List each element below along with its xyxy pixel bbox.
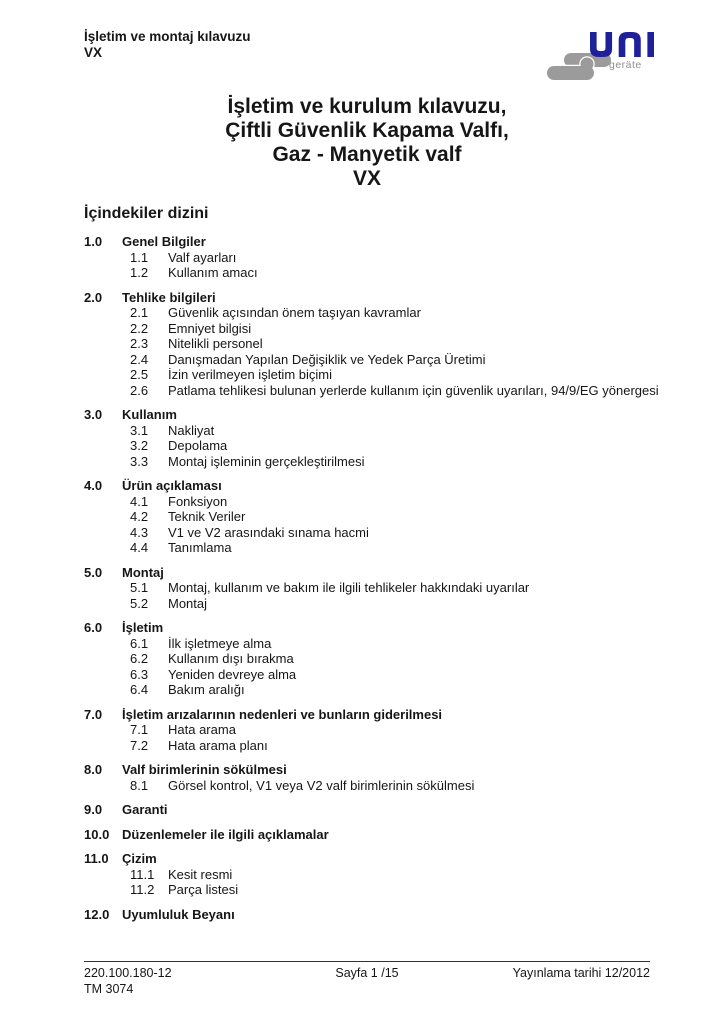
toc-section	[84, 290, 684, 399]
toc-subentry-number: 4.3	[130, 524, 149, 540]
toc-subentry	[84, 509, 684, 525]
toc-entry	[84, 620, 684, 636]
toc-subentry-title: Emniyet bilgisi	[168, 320, 252, 336]
toc-entry-number: 5.0	[84, 564, 103, 580]
toc-subentry-title: Parça listesi	[168, 882, 239, 897]
toc-entry-number: 10.0	[84, 826, 110, 842]
toc-subentry-title: Montaj, kullanım ve bakım ile ilgili tehlikeler hakkındaki uyarılar	[168, 580, 530, 595]
toc-subentry-number: 6.2	[130, 651, 149, 666]
title-line-4: VX	[352, 167, 381, 190]
toc-entry-number: 6.0	[84, 620, 103, 635]
toc	[84, 234, 684, 922]
toc-subentry	[84, 867, 684, 883]
toc-subentry-number: 11.1	[130, 866, 155, 882]
uni-links-icon	[547, 53, 611, 81]
toc-entry-number: 3.0	[84, 407, 103, 422]
toc-entry	[84, 907, 684, 923]
toc-subentry	[84, 636, 684, 652]
toc-section	[84, 620, 684, 698]
toc-subentry	[84, 882, 684, 898]
toc-entry-title: Montaj	[122, 564, 164, 580]
toc-subentry-number: 2.5	[130, 367, 149, 382]
toc-entry-title: Çizim	[122, 851, 157, 866]
document-title	[84, 95, 650, 191]
toc-subentry-title: İlk işletmeye alma	[168, 635, 272, 651]
toc-subentry	[84, 494, 684, 510]
title-line-2: Çiftli Güvenlik Kapama Valfı,	[225, 119, 509, 142]
toc-entry-number: 2.0	[84, 289, 103, 305]
toc-subentry-title: Hata arama planı	[168, 737, 268, 753]
uni-geraete-logo	[547, 32, 667, 82]
toc-entry-number: 4.0	[84, 478, 103, 493]
toc-subentry-number: 7.1	[130, 722, 149, 737]
toc-subentry	[84, 778, 684, 794]
toc-subentry-number: 6.1	[130, 635, 149, 651]
toc-subentry-title: Nakliyat	[168, 422, 215, 438]
toc-section	[84, 802, 684, 818]
header-line-2: VX	[84, 45, 103, 60]
toc-entry-title: Uyumluluk Beyanı	[122, 906, 235, 922]
toc-subentry-title: Güvenlik açısından önem taşıyan kavramlar	[168, 305, 421, 320]
toc-entry	[84, 802, 684, 818]
toc-subentry-title: Montaj	[168, 595, 208, 611]
title-line-3: Gaz - Manyetik valf	[272, 143, 462, 166]
toc-subentry	[84, 722, 684, 738]
toc-subentry-title: Patlama tehlikesi bulunan yerlerde kullanım için güvenlik uyarıları, 94/9/EG yönergesi	[168, 382, 659, 398]
toc-entry-title: Tehlike bilgileri	[122, 289, 216, 305]
toc-entry-title: Valf birimlerinin sökülmesi	[122, 762, 287, 777]
toc-entry-number: 7.0	[84, 706, 103, 722]
toc-subentry-number: 2.4	[130, 351, 149, 367]
toc-subentry-number: 5.1	[130, 580, 149, 595]
toc-subentry-title: Tanımlama	[168, 540, 232, 555]
footer-doc-number: 220.100.180-12	[84, 966, 172, 980]
toc-entry-title: Ürün açıklaması	[122, 478, 222, 493]
toc-subentry	[84, 580, 684, 596]
toc-subentry-title: Bakım aralığı	[168, 682, 245, 697]
toc-subentry	[84, 367, 684, 383]
title-line-1: İşletim ve kurulum kılavuzu,	[227, 95, 507, 118]
toc-subentry	[84, 265, 684, 281]
toc-subentry-title: Kullanım dışı bırakma	[168, 651, 294, 666]
toc-entry	[84, 827, 684, 843]
toc-subentry-number: 6.4	[130, 682, 149, 697]
toc-subentry	[84, 540, 684, 556]
toc-subentry-title: Kesit resmi	[168, 866, 233, 882]
page-header	[84, 29, 251, 61]
toc-entry-number: 8.0	[84, 762, 103, 777]
toc-subentry-number: 3.3	[130, 453, 149, 469]
toc-entry	[84, 407, 684, 423]
toc-entry	[84, 478, 684, 494]
toc-subentry	[84, 667, 684, 683]
toc-section	[84, 565, 684, 612]
toc-entry-title: İşletim arızalarının nedenleri ve bunların giderilmesi	[122, 706, 443, 722]
toc-subentry-title: Montaj işleminin gerçekleştirilmesi	[168, 453, 365, 469]
header-line-1: İşletim ve montaj kılavuzu	[84, 29, 251, 44]
toc-subentry	[84, 682, 684, 698]
toc-subentry	[84, 525, 684, 541]
toc-entry	[84, 707, 684, 723]
toc-subentry	[84, 738, 684, 754]
toc-subentry	[84, 423, 684, 439]
toc-section	[84, 707, 684, 754]
toc-subentry-number: 3.2	[130, 438, 149, 453]
toc-entry-title: İşletim	[122, 620, 164, 635]
toc-subentry	[84, 352, 684, 368]
toc-subentry-title: Kullanım amacı	[168, 265, 258, 280]
toc-subentry	[84, 651, 684, 667]
toc-subentry-title: V1 ve V2 arasındaki sınama hacmi	[168, 524, 369, 540]
toc-subentry	[84, 305, 684, 321]
toc-entry-title: Kullanım	[122, 407, 177, 422]
toc-subentry	[84, 438, 684, 454]
toc-section	[84, 827, 684, 843]
toc-subentry-title: Hata arama	[168, 722, 236, 737]
toc-heading: İçindekiler dizini	[84, 205, 209, 222]
footer-doc-code: TM 3074	[84, 981, 134, 996]
toc-subentry-number: 6.3	[130, 666, 149, 682]
toc-subentry-number: 2.2	[130, 320, 149, 336]
toc-subentry-title: Nitelikli personel	[168, 336, 263, 351]
toc-section	[84, 234, 684, 281]
toc-entry	[84, 565, 684, 581]
toc-subentry-number: 4.4	[130, 540, 149, 555]
toc-subentry	[84, 336, 684, 352]
toc-subentry-number: 2.1	[130, 305, 149, 320]
footer-date: Yayınlama tarihi 12/2012	[512, 966, 650, 980]
toc-subentry-title: Danışmadan Yapılan Değişiklik ve Yedek Parça Üretimi	[168, 351, 486, 367]
toc-subentry-title: Fonksiyon	[168, 493, 228, 509]
toc-subentry-title: Depolama	[168, 438, 228, 453]
toc-subentry	[84, 383, 684, 399]
toc-subentry-number: 1.1	[130, 249, 149, 265]
toc-entry-number: 1.0	[84, 234, 103, 249]
toc-entry	[84, 762, 684, 778]
toc-subentry-title: Valf ayarları	[168, 249, 237, 265]
footer-page-number: Sayfa 1 /15	[335, 966, 399, 980]
toc-subentry-number: 3.1	[130, 422, 149, 438]
toc-section	[84, 851, 684, 898]
toc-subentry-title: İzin verilmeyen işletim biçimi	[168, 367, 332, 382]
toc-subentry-title: Yeniden devreye alma	[168, 666, 297, 682]
toc-subentry-number: 2.6	[130, 382, 149, 398]
toc-section	[84, 907, 684, 923]
toc-subentry-number: 1.2	[130, 265, 149, 280]
toc-subentry-number: 7.2	[130, 737, 149, 753]
toc-subentry-number: 8.1	[130, 777, 149, 793]
toc-subentry	[84, 321, 684, 337]
toc-entry-number: 12.0	[84, 906, 110, 922]
logo-subtitle: geräte	[609, 59, 642, 71]
toc-subentry-number: 2.3	[130, 336, 149, 351]
toc-subentry-number: 5.2	[130, 595, 149, 611]
toc-section	[84, 478, 684, 556]
toc-entry	[84, 290, 684, 306]
toc-section	[84, 407, 684, 469]
page-footer	[84, 961, 650, 997]
toc-entry	[84, 851, 684, 867]
footer-left	[84, 966, 273, 997]
toc-entry-title: Genel Bilgiler	[122, 234, 206, 249]
toc-entry	[84, 234, 684, 250]
toc-entry-title: Garanti	[122, 802, 168, 817]
toc-subentry	[84, 454, 684, 470]
toc-subentry-title: Teknik Veriler	[168, 509, 246, 524]
uni-wordmark	[590, 32, 654, 57]
toc-entry-number: 11.0	[84, 851, 109, 866]
toc-subentry-number: 11.2	[130, 882, 155, 897]
toc-subentry-title: Görsel kontrol, V1 veya V2 valf birimlerinin sökülmesi	[168, 777, 475, 793]
toc-subentry-number: 4.2	[130, 509, 149, 524]
toc-subentry-number: 4.1	[130, 493, 149, 509]
toc-subentry	[84, 596, 684, 612]
toc-subentry	[84, 250, 684, 266]
toc-section	[84, 762, 684, 793]
toc-entry-number: 9.0	[84, 802, 103, 817]
toc-entry-title: Düzenlemeler ile ilgili açıklamalar	[122, 826, 329, 842]
